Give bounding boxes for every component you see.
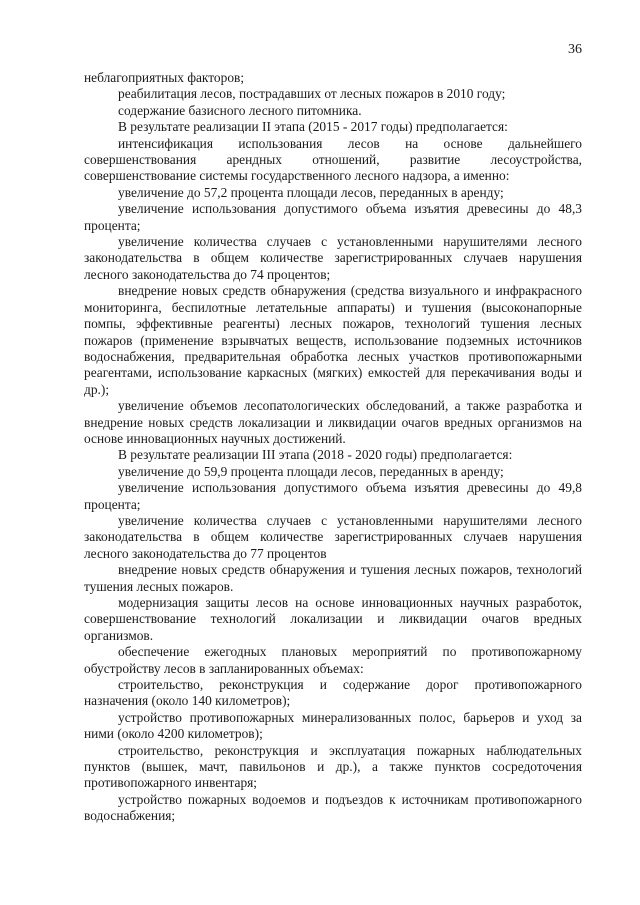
- paragraph: внедрение новых средств обнаружения (средства визуального и инфракрасного мониторинга, беспилотные летательные аппараты) и тушения (высоконапорные помпы, эффективные реагенты) лесных пожаров, технологий тушения лесных пожаров (применение взрывчатых веществ, использование подземных источников водоснабжения, предварительная обработка лесных участков противопожарными реагентами, использование каркасных (мягких) емкостей для перекачивания воды и др.);: [84, 283, 582, 397]
- paragraph: увеличение количества случаев с установленными нарушителями лесного законодательства в общем количестве зарегистрированных случаев нарушения лесного законодательства до 74 процентов;: [84, 234, 582, 282]
- paragraph: устройство пожарных водоемов и подъездов к источникам противопожарного водоснабжения;: [84, 791, 582, 824]
- paragraph: содержание базисного лесного питомника.: [118, 102, 362, 118]
- paragraph: увеличение до 57,2 процента площади лесов, переданных в аренду;: [118, 184, 504, 200]
- paragraph: увеличение до 59,9 процента площади лесов, переданных в аренду;: [118, 463, 504, 479]
- paragraph: строительство, реконструкция и эксплуатация пожарных наблюдательных пунктов (вышек, мачт, павильонов и др.), а также пунктов сосредоточения противопожарного инвентаря;: [84, 742, 582, 791]
- paragraph: увеличение использования допустимого объема изъятия древесины до 48,3 процента;: [84, 201, 582, 233]
- paragraph: В результате реализации II этапа (2015 - 2017 годы) предполагается:: [118, 119, 508, 135]
- paragraph: модернизация защиты лесов на основе инновационных научных разработок, совершенствование технологий локализации и ликвидации очагов вредных организмов.: [84, 595, 582, 643]
- paragraph: устройство противопожарных минерализованных полос, барьеров и уход за ними (около 4200 километров);: [84, 709, 582, 742]
- paragraph: увеличение использования допустимого объема изъятия древесины до 49,8 процента;: [84, 480, 582, 512]
- paragraph: интенсификация использования лесов на основе дальнейшего совершенствования арендных отношений, развитие лесоустройства, совершенствование системы государственного лесного надзора, а именно:: [84, 135, 582, 184]
- paragraph: увеличение количества случаев с установленными нарушителями лесного законодательства в общем количестве зарегистрированных случаев нарушения лесного законодательства до 77 процентов: [84, 512, 582, 561]
- paragraph: увеличение объемов лесопатологических обследований, а также разработка и внедрение новых средств локализации и ликвидации очагов вредных организмов на основе инновационных научных достижений.: [84, 398, 582, 446]
- page-number: 36: [568, 42, 582, 57]
- paragraph: реабилитация лесов, пострадавших от лесных пожаров в 2010 году;: [118, 86, 506, 102]
- paragraph: неблагоприятных факторов;: [84, 70, 245, 85]
- paragraph: В результате реализации III этапа (2018 - 2020 годы) предполагается:: [118, 447, 513, 463]
- paragraph: обеспечение ежегодных плановых мероприятий по противопожарному обустройству лесов в запланированных объемах:: [84, 644, 582, 676]
- paragraph: строительство, реконструкция и содержание дорог противопожарного назначения (около 140 километров);: [84, 677, 582, 709]
- paragraph: внедрение новых средств обнаружения и тушения лесных пожаров, технологий тушения лесных пожаров.: [84, 562, 582, 594]
